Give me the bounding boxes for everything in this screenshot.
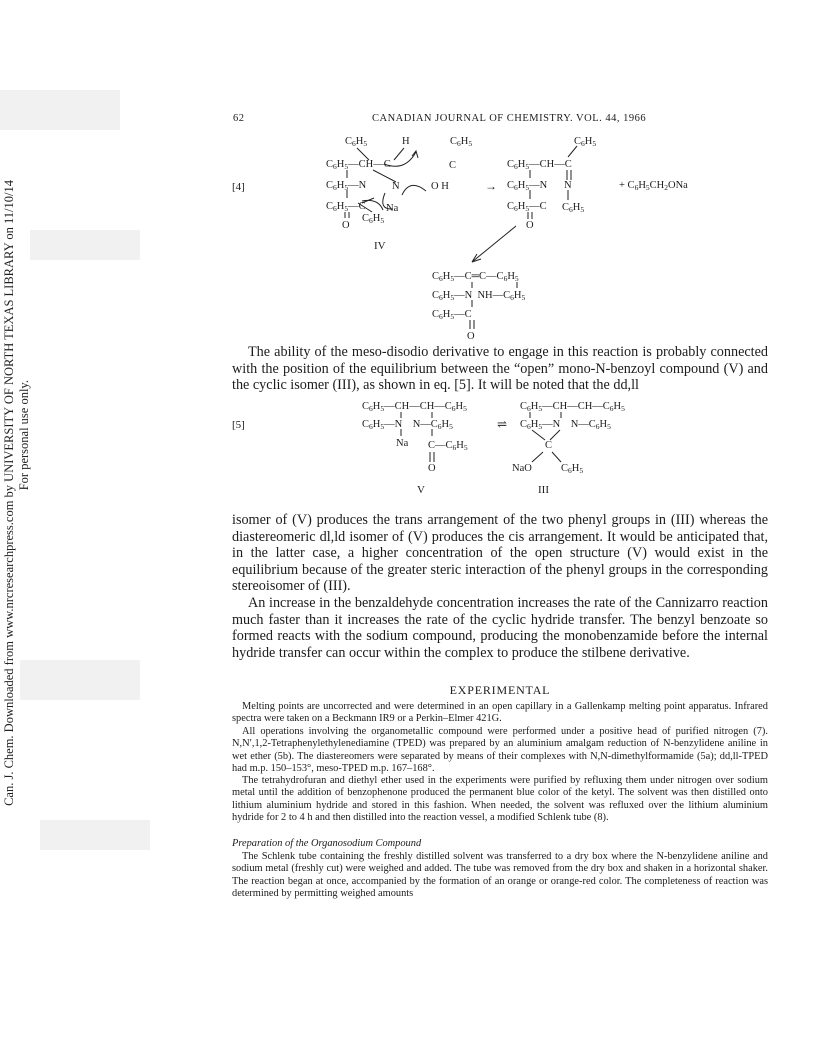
eq4-left-c6h5-a: $C_6H_5$ (345, 136, 368, 148)
eq4-left-o: O (342, 220, 350, 231)
eq4-reaction-arrow: → (485, 179, 497, 193)
eq5-right-c: C (545, 440, 553, 451)
eq4-left-c6h5-b: $C_6H_5$ (450, 136, 473, 148)
equation-label-4: [4] (232, 181, 245, 193)
eq5-left-na: Na (396, 438, 409, 449)
eq4-right-n-row: $C_6H_5—N$ (507, 180, 548, 192)
page-number: 62 (233, 113, 245, 124)
personal-use-note: For personal use only. (17, 380, 31, 491)
eq4-left-oh: O H (431, 181, 449, 192)
running-title: CANADIAN JOURNAL OF CHEMISTRY. VOL. 44, 1966 (372, 113, 647, 124)
eq5-right-c6h5: $C_6H_5$ (561, 463, 584, 475)
experimental-paragraph-2: All operations involving the organometallic compound were performed under a positive head of purified nitrogen (7). N,N′,1,2-Tetraphenylethylenediamine (TPED) was prepared by an aluminium amalgam reduction of N-benzylidene aniline in wet ether (5b). The diastereomers were separated by means of their complexes with N,N-dimethylformamide (5a); dd,ll-TPED had m.p. 150–153°, meso-TPED m.p. 167–168°. (232, 726, 768, 775)
section-heading-experimental: EXPERIMENTAL (449, 683, 551, 697)
eq4-left-ch-row: $C_6H_5—CH—C$ (326, 159, 391, 171)
eq4-right-n: N (564, 180, 572, 191)
eq4-right-ch-row: $C_6H_5—CH—C$ (507, 159, 572, 171)
eq4-right-c6h5-bottom: $C_6H_5$ (562, 202, 585, 214)
eq4-left-c-mid: C (449, 160, 457, 171)
eq4-left-na: Na (386, 203, 399, 214)
body-paragraph-3: An increase in the benzaldehyde concentration increases the rate of the Cannizarro reaction much faster than it increases the rate of the cyclic hydride transfer. The benzyl benzoate so formed reacts with the sodium compound, producing the monobenzamide before the internal hydride transfer can occur within the complex to produce the stilbene derivative. (232, 595, 768, 661)
experimental-paragraph-3: The tetrahydrofuran and diethyl ether used in the experiments were purified by refluxing them under nitrogen over sodium metal until the addition of benzophenone produced the permanent blue color of the ketyl. The solvent was then distilled onto lithium aluminium hydride and stored in this fashion. When needed, the solvent was refluxed over the lithium aluminium hydride for 2 to 4 h and then distilled into the reaction vessel, a modified Schlenk tube (8). (232, 775, 768, 824)
eq4-left-n-row: $C_6H_5—N$ (326, 180, 367, 192)
stilbene-row3: $C_6H_5—C$ (432, 309, 472, 321)
stilbene-row1: $C_6H_5—C═C—C_6H_5$ (432, 271, 519, 283)
subsection-heading: Preparation of the Organosodium Compound (232, 838, 422, 849)
eq5-right-row2: $C_6H_5—N$ $N—C_6H_5$ (520, 419, 611, 431)
eq4-right-c-row: $C_6H_5—C$ (507, 201, 547, 213)
compound-label-iv: IV (374, 240, 386, 252)
eq5-equilibrium-arrow: ⇌ (497, 417, 508, 431)
eq5-left-row2: $C_6H_5—N$ $N—C_6H_5$ (362, 419, 453, 431)
experimental-paragraph-1: Melting points are uncorrected and were determined in an open capillary in a Gallenkamp melting point apparatus. Infrared spectra were taken on a Beckmann IR9 or a Perkin–Elmer 421G. (232, 701, 768, 725)
eq5-left-row1: $C_6H_5—CH—CH—C_6H_5$ (362, 401, 467, 413)
body-paragraph-2: isomer of (V) produces the trans arrangement of the two phenyl groups in (III) whereas the diastereomeric dl,ld isomer of (V) produces the cis arrangement. It would be anticipated that, in the latter case, a higher concentration of the open structure (V) would exist in the equilibrium because of the greater steric interaction of the phenyl groups in the corresponding stereoisomer of (III). (232, 512, 768, 595)
eq5-left-c-row: $C—C_6H_5$ (428, 440, 468, 452)
eq4-byproduct: + $C_6H_5CH_2ONa$ (619, 180, 688, 192)
body-paragraph-1: The ability of the meso-disodio derivative to engage in this reaction is probably connected with the position of the equilibrium between the “open” mono-N-benzoyl compound (V) and the cyclic isomer (III), as shown in eq. [5]. It will be noted that the dd,ll (232, 344, 768, 394)
equation-label-5: [5] (232, 419, 245, 431)
eq5-right-row1: $C_6H_5—CH—CH—C_6H_5$ (520, 401, 625, 413)
eq5-right-nao: NaO (512, 463, 532, 474)
stilbene-o: O (467, 331, 475, 342)
download-note: Can. J. Chem. Downloaded from www.nrcresearchpress.com by UNIVERSITY OF NORTH TEXAS LIBRARY on 11/10/14 (2, 180, 16, 806)
compound-label-v: V (417, 484, 425, 496)
eq4-left-c6h5-c: $C_6H_5$ (362, 213, 385, 225)
experimental-paragraph-4: The Schlenk tube containing the freshly distilled solvent was transferred to a dry box where the N-benzylidene aniline and sodium metal (freshly cut) were weighed and added. The tube was removed from the dry box and shaken in a horizontal shaker. The reaction began at once, accompanied by the formation of an orange or orange-red color. The completeness of reaction was determined by permitting weighed amounts (232, 851, 768, 900)
eq4-right-o: O (526, 220, 534, 231)
eq4-left-h: H (402, 136, 410, 147)
eq5-left-o: O (428, 463, 436, 474)
eq4-left-c-row: $C_6H_5—C$ (326, 201, 366, 213)
compound-label-iii: III (538, 484, 549, 496)
stilbene-row2: $C_6H_5—N$ $NH—C_6H_5$ (432, 290, 526, 302)
eq4-left-n-ring: N (392, 181, 400, 192)
eq4-right-c6h5-top: $C_6H_5$ (574, 136, 597, 148)
